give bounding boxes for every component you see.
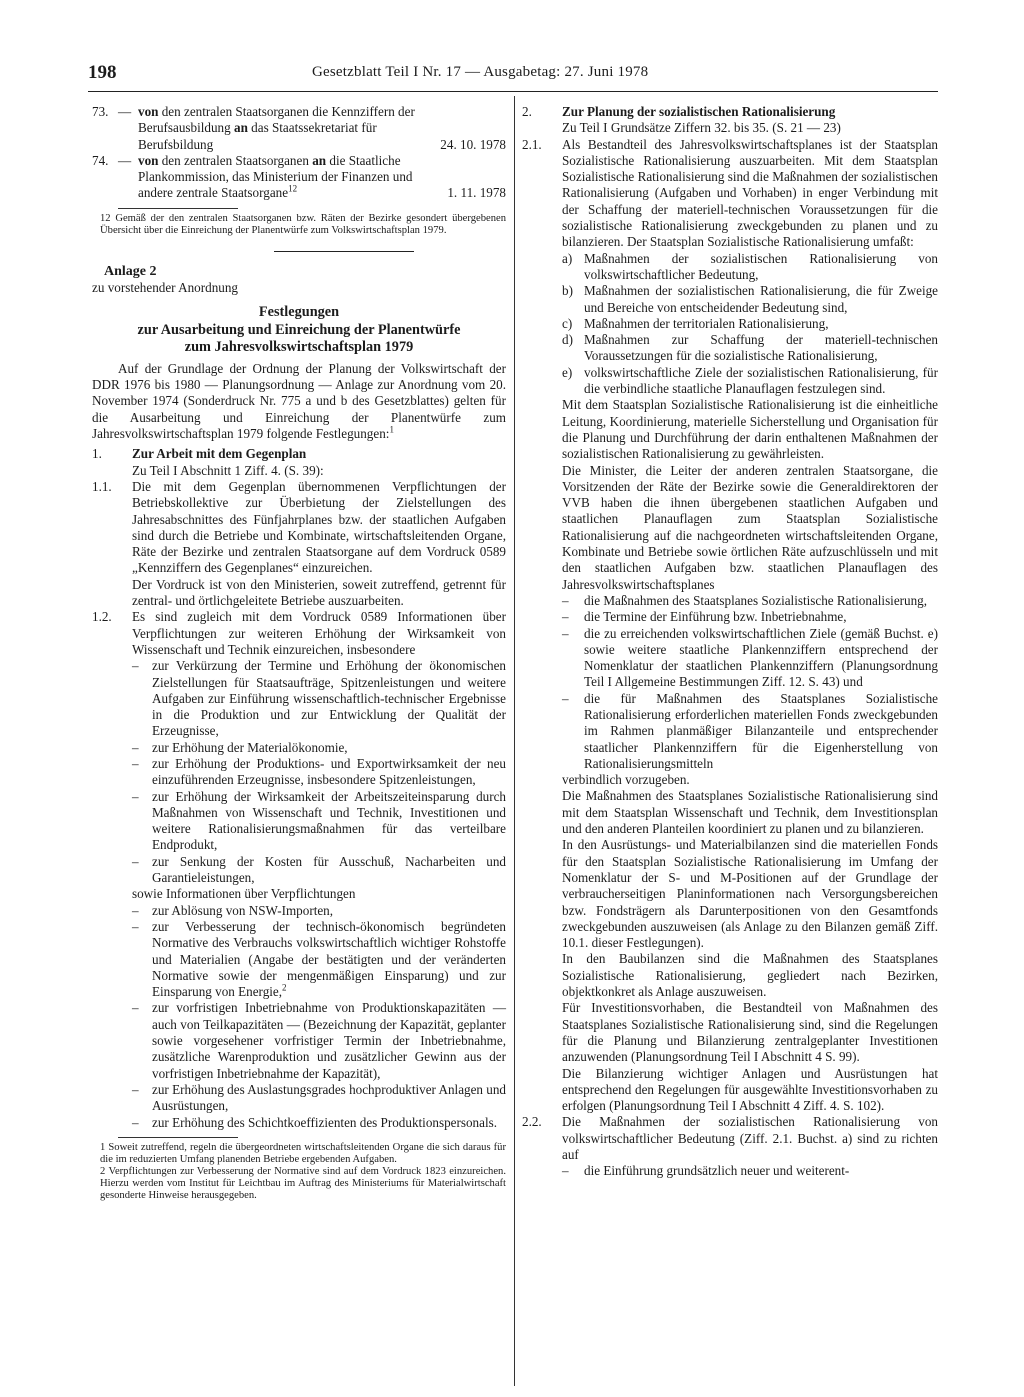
paragraph: Für Investitionsvorhaben, die Bestandteil von Maßnahmen des Staatsplanes Sozialistische Rationalisierung sind, sind die Regelungen für die Planung und Bilanzierung zentralgeplanter Investitionen anzuwenden (Planungsordnung Teil I Abschnitt 4 S. 99). bbox=[562, 1000, 938, 1065]
list-item: – die Einführung grundsätzlich neuer und weiterent- bbox=[562, 1163, 850, 1179]
doc-title-2: zur Ausarbeitung und Einreichung der Planentwürfe bbox=[137, 321, 461, 338]
header-rule bbox=[88, 91, 938, 92]
anlage-subheading: zu vorstehender Anordnung bbox=[92, 280, 238, 296]
list-item: – zur Verbesserung der technisch-ökonomisch begründeten Normative des Verbrauchs volkswirtschaftlich wichtiger Rohstoffe und Materialien (Angabe der bestätigten und der veränderten Normative sowie der mengenmäßigen Einsparung) und zur Einsparung von Energie,$^2$ bbox=[132, 918, 506, 1000]
paragraph: Die Maßnahmen des Staatsplanes Sozialistische Rationalisierung sind mit dem Staatsplan Wissenschaft und Technik, dem Investitionsplan und den anderen Planteilen koordiniert zu planen und zu bilanzieren. bbox=[562, 788, 938, 837]
left-column bbox=[92, 104, 506, 1202]
section-2-1: 2.1. Als Bestandteil des Jahresvolkswirtschaftsplanes ist der Staatsplan Sozialistische Rationalisierung auszuarbeiten. Mit dem Staatsplan Sozialistische Rationalisierung sind die Maßnahmen der sozialistischen Rationalisierung (Aufgaben und Vorhaben) in enger Verbindung mit der Schaffung der materiell-technischen Voraussetzungen für die sozialistische Rationalisierung zweckgebunden zu planen und zu bilanzieren. Der Staatsplan Sozialistische Rationalisierung umfaßt: bbox=[522, 136, 938, 250]
list-item: – zur Verkürzung der Termine und Erhöhung der ökonomischen Zielstellungen für Staatsaufträge, Spitzenleistungen und weitere Aufgaben zur Einführung wissenschaftlich-technischer Ergebnisse in die Produktion und zur Entwicklung der Qualität der Erzeugnisse, bbox=[132, 658, 506, 739]
paragraph: Die Bilanzierung wichtiger Anlagen und Ausrüstungen hat entsprechend den Regelungen für ausgewählte Investitionsvorhaben zu erfolgen (Planungsordnung Teil I Abschnitt 4 Ziff. 4. S. 102). bbox=[562, 1065, 938, 1114]
section-2-1-list bbox=[562, 251, 938, 398]
section-2-2-list bbox=[562, 1163, 938, 1179]
section-2-reference: Zu Teil I Grundsätze Ziffern 32. bis 35. (S. 21 — 23) bbox=[562, 120, 841, 136]
section-2-2: 2.2. Die Maßnahmen der sozialistischen Rationalisierung von volkswirtschaftlicher Bedeutung (Ziff. 2.1. Buchst. a) sind zu richten auf bbox=[522, 1114, 938, 1162]
section-1-1-note: Der Vordruck ist von den Ministerien, soweit zutreffend, getrennt für zentral- und örtlichgeleitete Betriebe auszuarbeiten. bbox=[132, 576, 506, 609]
right-column bbox=[522, 104, 938, 1180]
section-1-2: 1.2. Es sind zugleich mit dem Vordruck 0589 Informationen über Verpflichtungen zur weiteren Erhöhung der Wirksamkeit von Wissenschaft und Technik einzureichen, insbesondere bbox=[92, 609, 506, 657]
paragraph: verbindlich vorzugeben. bbox=[562, 772, 690, 788]
footnote-2: 2 Verpflichtungen zur Verbesserung der Normative sind auf dem Vordruck 1823 einzureichen. Hierzu werden vom Institut für Leichtbau im Auftrag des Ministeriums für Materialwirtschaft gesonderte Hinweise herausgegeben. bbox=[100, 1165, 506, 1201]
deadline-entry-73 bbox=[92, 104, 506, 153]
entry-dash: — bbox=[118, 152, 132, 168]
doc-title-1: Festlegungen bbox=[258, 304, 340, 321]
section-1-1: 1.1. Die mit dem Gegenplan übernommenen Verpflichtungen der Betriebskollektive zur Überbietung der Zielstellungen des Jahresabschnittes des Fünfjahrplanes bzw. der staatlichen Aufgaben sind durch die Betriebe und Kombinate, wirtschaftsleitenden Organe, Räte der Bezirke und zentralen Staatsorgane auf dem Vordruck 0589 „Kennziffern des Gegenplanes“ einzureichen. bbox=[92, 478, 506, 576]
anlage-heading: Anlage 2 bbox=[104, 263, 157, 279]
deadline-entry-74 bbox=[92, 153, 506, 202]
entry-text: von den zentralen Staatsorganen die Kennziffern der Berufsausbildung an das Staatssekretariat für Berufsbildung bbox=[138, 104, 415, 152]
footnote-rule bbox=[118, 208, 238, 209]
entry-dash: — bbox=[118, 104, 132, 119]
footnote-12: 12 Gemäß der den zentralen Staatsorganen bzw. Räten der Bezirke gesondert übergebenen Übersicht über die Einreichung der Planentwürfe zum Volkswirtschaftsplan 1979. bbox=[100, 212, 506, 236]
column-divider bbox=[514, 96, 515, 1386]
list-item: – die für Maßnahmen des Staatsplanes Sozialistische Rationalisierung erforderlichen materiellen Fonds zweckgebunden im Rahmen planmäßiger Bilanzanteile und entsprechender staatlicher Plankennziffern für die Eigenherstellung von Rationalisierungsmitteln bbox=[562, 690, 938, 771]
list-item: – zur Erhöhung des Auslastungsgrades hochproduktiver Anlagen und Ausrüstungen, bbox=[132, 1081, 507, 1114]
list-item: c) Maßnahmen der territorialen Rationalisierung, bbox=[562, 315, 829, 331]
intro-paragraph: Auf der Grundlage der Ordnung der Planung der Volkswirtschaft der DDR 1976 bis 1980 — Planungsordnung — Anlage zur Anordnung vom 20. November 1974 (Sonderdruck Nr. 775 a und b des Gesetzblattes) gelten für die Ausarbeitung und Einreichung der Planentwürfe zum Jahresvolkswirtschaftsplan 1979 folgende Festlegungen:$^1$ bbox=[92, 360, 506, 442]
page-header bbox=[88, 62, 938, 88]
entry-text: von den zentralen Staatsorganen an die Staatliche Plankommission, das Ministerium der Finanzen und andere zentrale Staatsorgane$^{12}$ bbox=[138, 152, 413, 201]
header-title: Gesetzblatt Teil I Nr. 17 — Ausgabetag: 27. Juni 1978 bbox=[312, 64, 649, 80]
list-item: – zur Ablösung von NSW-Importen, bbox=[132, 902, 334, 918]
list-item: a) Maßnahmen der sozialistischen Rationalisierung von volkswirtschaftlicher Bedeutung, bbox=[562, 250, 938, 282]
list-item: – zur Erhöhung des Schichtkoeffizienten des Produktionspersonals. bbox=[132, 1114, 497, 1130]
list-item: – die Maßnahmen des Staatsplanes Sozialistische Rationalisierung, bbox=[562, 592, 928, 608]
doc-title-3: zum Jahresvolkswirtschaftsplan 1979 bbox=[184, 339, 414, 356]
section-1-2-list bbox=[112, 658, 506, 1131]
section-rule bbox=[274, 251, 414, 252]
list-item: – die Termine der Einführung bzw. Inbetriebnahme, bbox=[562, 609, 847, 625]
list-bridge-text: sowie Informationen über Verpflichtungen bbox=[132, 886, 356, 902]
entry-number: 74. bbox=[92, 152, 109, 168]
footnote-rule bbox=[118, 1137, 238, 1138]
footnote-1: 1 Soweit zutreffend, regeln die übergeordneten wirtschaftsleitenden Organe die sich daraus für die im reduzierten Umfang planenden Betriebe ergebenden Aufgaben. bbox=[100, 1141, 506, 1165]
entry-date: 1. 11. 1978 bbox=[447, 185, 506, 201]
section-1-reference: Zu Teil I Abschnitt 1 Ziff. 4. (S. 39): bbox=[132, 462, 324, 478]
entry-date: 24. 10. 1978 bbox=[440, 136, 506, 152]
list-item: e) volkswirtschaftliche Ziele der sozialistischen Rationalisierung, für die verbindliche staatliche Planauflagen festzulegen sind. bbox=[562, 364, 938, 397]
list-item: – zur Erhöhung der Produktions- und Exportwirksamkeit der neu einzuführenden Erzeugnisse, insbesondere Spitzenleistungen, bbox=[132, 756, 506, 788]
section-2-heading: 2. Zur Planung der sozialistischen Rationalisierung bbox=[522, 104, 836, 119]
list-item: – zur vorfristigen Inbetriebnahme von Produktionskapazitäten — auch von Teilkapazitäten — (Bezeichnung der Kapazität, geplanter sowie vorgesehener vorfristiger Termin der Inbetriebnahme, zusätzliche Warenproduktion und zusätzlicher Gewinn aus der vorfristigen Inbetriebnahme der Kapazität), bbox=[132, 1000, 506, 1081]
list-item: d) Maßnahmen zur Schaffung der materiell-technischen Voraussetzungen für die sozialistische Rationalisierung, bbox=[562, 332, 938, 364]
section-1-heading: 1. Zur Arbeit mit dem Gegenplan bbox=[92, 446, 307, 462]
paragraph: In den Ausrüstungs- und Materialbilanzen sind die materiellen Fonds für den Staatsplan Sozialistische Rationalisierung im Umfang der Nomenklatur der S- und M-Positionen auf der Grundlage der verbraucherseitigen Planinformationen nach Versorgungsbereichen bzw. Fondsträgern als Darunterpositionen von den Gesamtfonds zweckgebunden auszuweisen (als Anlage zu den Bilanzen gemäß Ziff. 10.1. dieser Festlegungen). bbox=[562, 837, 938, 951]
list-item: – zur Erhöhung der Materialökonomie, bbox=[132, 739, 348, 755]
list-item: – die zu erreichenden volkswirtschaftlichen Ziele (gemäß Buchst. e) sowie weitere staatliche Plankennziffern entsprechend der Nomenklatur der staatlichen Plankennziffern (Planungsordnung Teil I Allgemeine Bestimmungen Ziff. 12. S. 43) und bbox=[562, 625, 938, 690]
list-item: – zur Erhöhung der Wirksamkeit der Arbeitszeiteinsparung durch Maßnahmen von Wissenschaft und Technik, Investitionen und weitere Rationalisierungsmaßnahmen für das verteilbare Endprodukt, bbox=[132, 788, 506, 853]
paragraph: Mit dem Staatsplan Sozialistische Rationalisierung ist die einheitliche Leitung, Koordinierung, materielle Sicherstellung und Organisation für die Planung und Durchführung der darin enthaltenen Maßnahmen der sozialistischen Rationalisierung zu gewährleisten. bbox=[562, 397, 938, 462]
paragraph: Die Minister, die Leiter der anderen zentralen Staatsorgane, die Vorsitzenden der Räte der Bezirke sowie die Generaldirektoren der VVB haben die ihnen übergebenen staatlichen Aufgaben und staatlichen Planauflagen zum Staatsplan Sozialistische Rationalisierung auf die nachgeordneten wirtschaftsleitenden Organe, Kombinate und Betriebe sowie örtlichen Räte aufzuschlüsseln und mit den staatlichen Aufgaben bzw. staatlichen Planauflagen des Jahresvolkswirtschaftsplanes bbox=[562, 462, 938, 592]
section-2-1-body bbox=[562, 397, 938, 1114]
list-item: b) Maßnahmen der sozialistischen Rationalisierung, die für Zweige und Bereiche von entscheidender Bedeutung sind, bbox=[562, 283, 938, 315]
paragraph: In den Baubilanzen sind die Maßnahmen des Staatsplanes Sozialistische Rationalisierung, gegliedert nach Bezirken, objektkonkret als Anlage auszuweisen. bbox=[562, 951, 938, 1000]
list-item: – zur Senkung der Kosten für Ausschuß, Nacharbeiten und Garantieleistungen, bbox=[132, 853, 506, 886]
entry-number: 73. bbox=[92, 104, 109, 119]
page-number: 198 bbox=[88, 62, 117, 83]
